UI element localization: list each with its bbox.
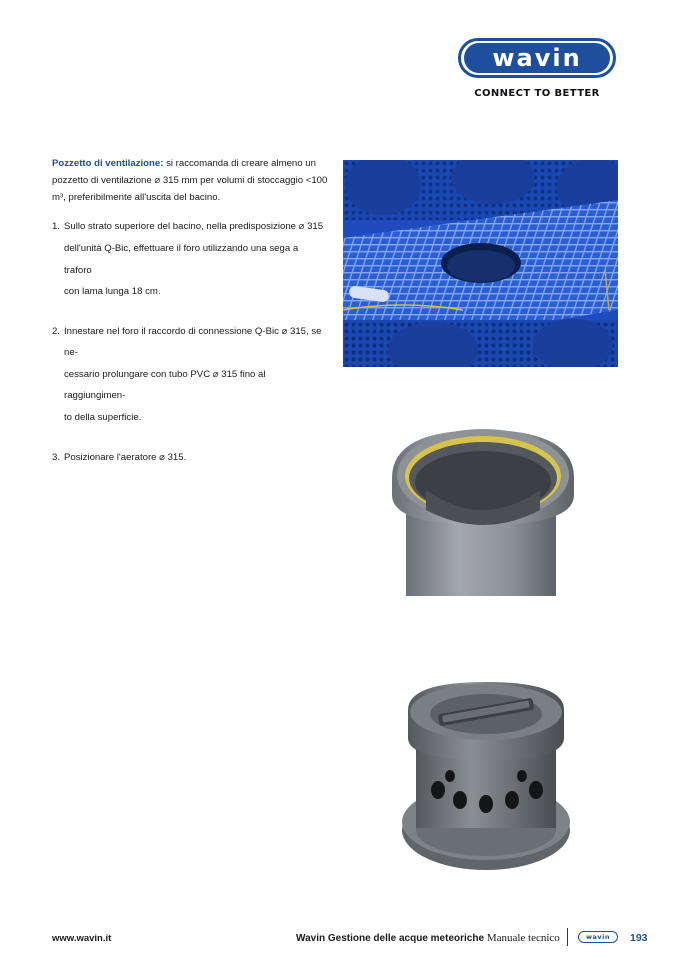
qbic-grid-illustration: [343, 160, 618, 367]
intro-lead: Pozzetto di ventilazione:: [52, 158, 164, 169]
footer-divider: [567, 928, 568, 946]
footer-wavin-logo: [578, 931, 618, 943]
intro-line-2: pozzetto di ventilazione ⌀ 315 mm per volumi di stoccaggio <100: [52, 174, 328, 186]
step-line: Posizionare l'aeratore ⌀ 315.: [64, 451, 187, 463]
step-line: con lama lunga 18 cm.: [64, 286, 161, 298]
step-line: to della superficie.: [64, 411, 142, 423]
step-number: 1.: [52, 221, 61, 233]
step-item-3: [52, 447, 328, 469]
step-number: 2.: [52, 325, 61, 337]
step-line: dell'unità Q-Bic, effettuare il foro utilizzando una sega a traforo: [64, 242, 299, 276]
pvc-pipe-illustration: [388, 420, 578, 596]
footer-logo-text: wavin: [586, 933, 610, 941]
tagline: CONNECT TO BETTER: [474, 88, 600, 99]
step-line: Sullo strato superiore del bacino, nella predisposizione ⌀ 315: [64, 221, 324, 233]
footer-website: www.wavin.it: [52, 933, 112, 944]
aerator-illustration: [398, 680, 578, 876]
steps-list: [52, 216, 328, 468]
page-number: 193: [630, 932, 648, 944]
step-item-2: [52, 321, 328, 429]
qbic-grid-photo: [343, 160, 618, 367]
intro-line-1: si raccomanda di creare almeno un: [163, 158, 316, 169]
footer-title-bold: Wavin Gestione delle acque meteoriche: [296, 933, 485, 944]
step-item-1: [52, 216, 328, 302]
step-number: 3.: [52, 451, 61, 463]
footer-title: [296, 932, 560, 944]
footer-title-subtitle: Manuale tecnico: [486, 932, 560, 944]
wavin-logo: [458, 38, 616, 78]
pvc-pipe-photo: [388, 420, 578, 596]
wavin-logo-text: wavin: [464, 43, 610, 73]
step-line: cessario prolungare con tubo PVC ⌀ 315 fino al raggiungimen-: [64, 368, 266, 402]
intro-paragraph: [52, 156, 328, 206]
step-line: Innestare nel foro il raccordo di connessione Q-Bic ⌀ 315, se ne-: [64, 325, 322, 359]
text-column: [52, 156, 328, 486]
intro-line-3: m³, preferibilmente all'uscita del bacino.: [52, 191, 221, 203]
aerator-photo: [398, 680, 578, 876]
